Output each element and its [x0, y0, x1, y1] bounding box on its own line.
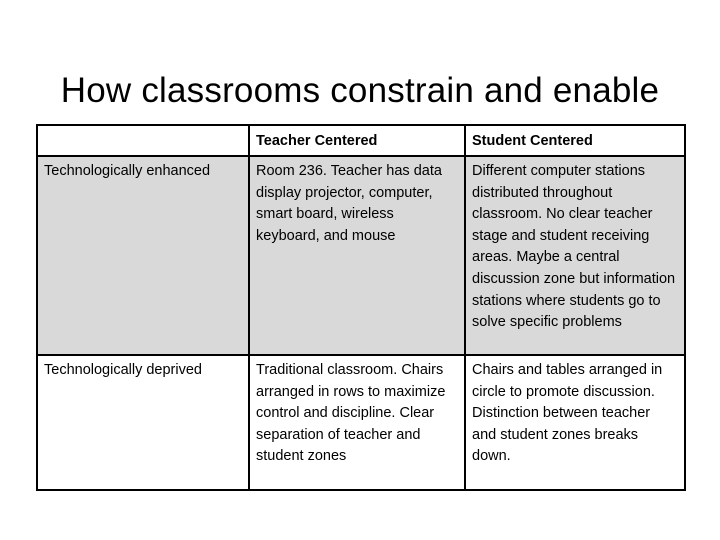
table-header-row [37, 125, 685, 156]
slide-title: How classrooms constrain and enable [60, 71, 660, 111]
comparison-table [36, 124, 686, 491]
header-cell-student-centered: Student Centered [465, 125, 685, 156]
table-row-technologically-deprived [37, 355, 685, 490]
header-cell-teacher-centered: Teacher Centered [249, 125, 465, 156]
cell-deprived-teacher-centered: Traditional classroom. Chairs arranged in rows to maximize control and discipline. Clear separation of teacher and student zones [249, 355, 465, 490]
cell-enhanced-student-centered: Different computer stations distributed throughout classroom. No clear teacher stage and student receiving areas. Maybe a central discussion zone but information stations where students go to solve specific problems [465, 156, 685, 355]
header-cell-empty [37, 125, 249, 156]
table-row-technologically-enhanced [37, 156, 685, 355]
cell-deprived-student-centered: Chairs and tables arranged in circle to promote discussion. Distinction between teacher and student zones breaks down. [465, 355, 685, 490]
row-label-technologically-deprived: Technologically deprived [37, 355, 249, 490]
cell-enhanced-teacher-centered: Room 236. Teacher has data display projector, computer, smart board, wireless keyboard, and mouse [249, 156, 465, 355]
row-label-technologically-enhanced: Technologically enhanced [37, 156, 249, 355]
